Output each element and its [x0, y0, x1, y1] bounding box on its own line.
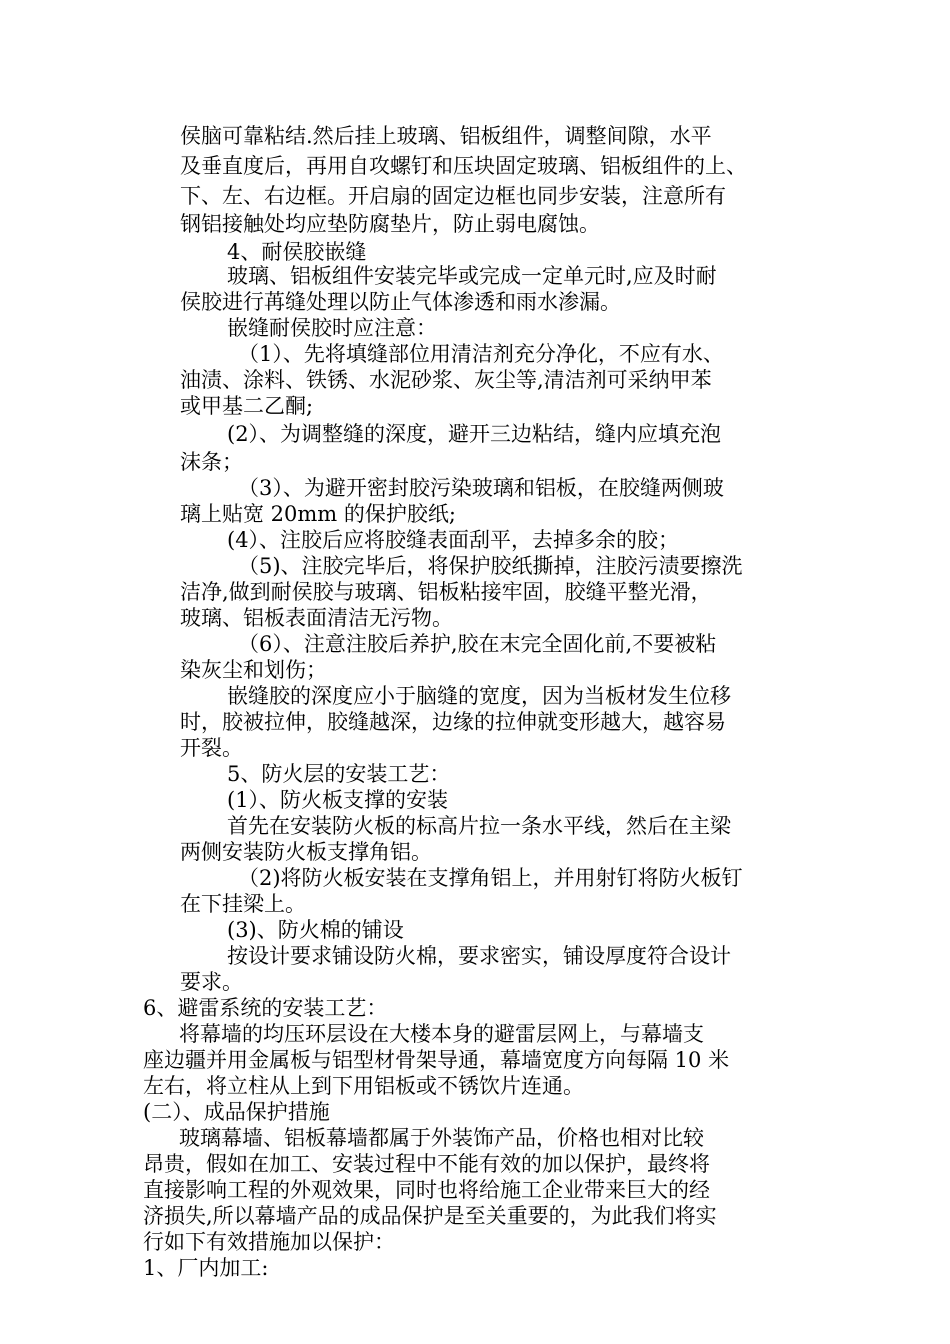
- section-heading: 6、避雷系统的安装工艺：: [143, 996, 388, 1020]
- text-line: 按设计要求铺设防火棉，要求密实，铺设厚度符合设计: [227, 944, 731, 968]
- text-line: 左右，将立柱从上到下用铝板或不锈饮片连通。: [143, 1074, 584, 1098]
- list-item: （2)将防火板安装在支撑角铝上，并用射钉将防火板钉: [238, 866, 743, 890]
- text-line: 沫条；: [180, 450, 243, 474]
- text-line: 座边疆并用金属板与铝型材骨架导通，幕墙宽度方向每隔 10 米: [143, 1048, 730, 1072]
- text-line: 染灰尘和划伤；: [180, 658, 327, 682]
- list-item: （3）、为避开密封胶污染玻璃和铝板，在胶缝两侧玻: [238, 476, 724, 500]
- text-line: 两侧安装防火板支撑角铝。: [180, 840, 432, 864]
- list-item: (4）、注胶后应将胶缝表面刮平，去掉多余的胶；: [227, 528, 680, 552]
- text-line: 直接影响工程的外观效果，同时也将给施工企业带来巨大的经: [143, 1178, 710, 1202]
- list-item: (3)、防火棉的铺设: [227, 918, 404, 942]
- text-line: 嵌缝耐侯胶时应注意：: [227, 316, 437, 340]
- text-line: 在下挂梁上。: [180, 892, 306, 916]
- list-item: （5)、注胶完毕后，将保护胶纸撕掉，注胶污渍要擦洗: [238, 554, 743, 578]
- text-line: 油渍、涂料、铁锈、水泥砂浆、灰尘等,清洁剂可采纳甲苯: [180, 368, 712, 392]
- section-heading: 4、耐侯胶嵌缝: [227, 240, 367, 264]
- text-line: 洁净,做到耐侯胶与玻璃、铝板粘接牢固，胶缝平整光滑，: [180, 580, 712, 604]
- text-line: 玻璃、铝板表面清洁无污物。: [180, 606, 453, 630]
- text-line: 璃上贴宽 20mm 的保护胶纸;: [180, 502, 456, 526]
- text-line: 将幕墙的均压环层设在大楼本身的避雷层网上，与幕墙支: [179, 1022, 704, 1046]
- text-line: 钢铝接触处均应垫防腐垫片，防止弱电腐蚀。: [180, 212, 600, 236]
- list-item: (2）、为调整缝的深度，避开三边粘结，缝内应填充泡: [227, 422, 722, 446]
- list-item: (1）、防火板支撑的安装: [227, 788, 449, 812]
- text-line: 玻璃、铝板组件安装完毕或完成一定单元时,应及时耐: [227, 264, 717, 288]
- list-item: （6）、注意注胶后养护,胶在末完全固化前,不要被粘: [238, 632, 717, 656]
- section-heading: 1、厂内加工:: [143, 1256, 269, 1280]
- text-line: 昂贵，假如在加工、安装过程中不能有效的加以保护，最终将: [143, 1152, 710, 1176]
- text-line: 开裂。: [180, 736, 243, 760]
- text-line: 济损失,所以幕墙产品的成品保护是至关重要的，为此我们将实: [143, 1204, 717, 1228]
- text-line: 玻璃幕墙、铝板幕墙都属于外装饰产品，价格也相对比较: [179, 1126, 704, 1150]
- text-line: 及垂直度后，再用自攻螺钉和压块固定玻璃、铝板组件的上、: [180, 154, 747, 178]
- text-line: 侯胶进行苒缝处理以防止气体渗透和雨水渗漏。: [180, 290, 621, 314]
- section-heading: (二）、成品保护措施: [143, 1100, 330, 1124]
- section-heading: 5、防火层的安装工艺：: [227, 762, 451, 786]
- text-line: 时，胶被拉伸，胶缝越深，边缘的拉伸就变形越大，越容易: [180, 710, 726, 734]
- text-line: 行如下有效措施加以保护：: [143, 1230, 395, 1254]
- text-line: 侯脑可靠粘结.然后挂上玻璃、铝板组件，调整间隙，水平: [180, 124, 712, 148]
- text-line: 嵌缝胶的深度应小于脑缝的宽度，因为当板材发生位移: [227, 684, 731, 708]
- list-item: （1）、先将填缝部位用清洁剂充分净化，不应有水、: [238, 342, 724, 366]
- text-line: 下、左、右边框。开启扇的固定边框也同步安装，注意所有: [180, 184, 726, 208]
- text-line: 首先在安装防火板的标高片拉一条水平线，然后在主梁: [227, 814, 731, 838]
- text-line: 或甲基二乙酮;: [180, 394, 314, 418]
- text-line: 要求。: [180, 970, 243, 994]
